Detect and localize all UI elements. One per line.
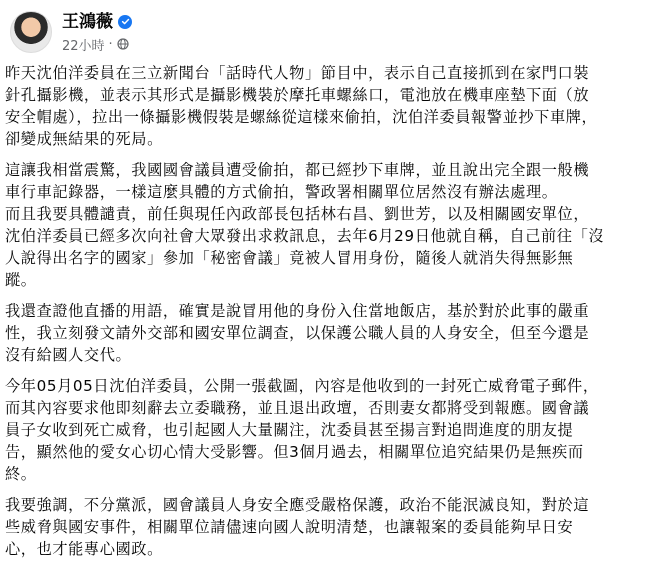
- author-row: [62, 11, 132, 33]
- post-body: [5, 62, 645, 569]
- post-header: [10, 8, 132, 56]
- post-meta: [62, 11, 132, 54]
- author-avatar[interactable]: [10, 11, 52, 53]
- post-subline: [62, 35, 132, 54]
- post-paragraph-2: 這讓我相當震驚，我國國會議員遭受偷拍，都已經抄下車牌，並且說出完全跟一般機 車行車記錄器，一樣這麼具體的方式偷拍，警政署相關單位居然沒有辦法處理。 而且我要具體譴責，前任與現任內政部長包括林右昌、劉世芳，以及相關國安單位， 沈伯洋委員已經多次向社會大眾發出求救訊息，去年6月29日他就自稱，自己前往「沒 人說得出名字的國家」參加「秘密會議」竟被人冒用身份，隨後人就消失得無影無 蹤。: [5, 161, 605, 289]
- post-paragraph-3: 我還查證他直播的用語，確實是說冒用他的身份入住當地飯店，基於對於此事的嚴重 性，我立刻發文請外交部和國安單位調查，以保護公職人員的人身安全，但至今還是 沒有給國人交代。: [5, 302, 590, 364]
- post-paragraph-4: 今年05月05日沈伯洋委員，公開一張截圖，內容是他收到的一封死亡威脅電子郵件， 而其內容要求他即刻辭去立委職務，並且退出政壇，否則妻女都將受到報應。國會議 員子女收到死亡威脅，也引起國人大量關注，沈委員甚至揚言對追問進度的朋友提 告，顯然他的愛女心切心情大受影響。但3個月過去，相關單位追究結果仍是無疾而 終。: [5, 377, 599, 483]
- globe-icon[interactable]: [117, 38, 129, 50]
- verified-badge-icon: [118, 15, 132, 29]
- post-paragraph-5: 我要強調，不分黨派，國會議員人身安全應受嚴格保護，政治不能泯滅良知，對於這 些威脅與國安事件，相關單位請儘速向國人說明清楚，也讓報案的委員能夠早日安 心，也才能專心國政。: [5, 496, 590, 558]
- post-paragraph-1: 昨天沈伯洋委員在三立新聞台「話時代人物」節目中，表示自己直接抓到在家門口裝 針孔攝影機，並表示其形式是攝影機裝於摩托車螺絲口，電池放在機車座墊下面（放 安全帽處），拉出一條攝影機假裝是螺絲從這樣來偷拍，沈伯洋委員報警並抄下車牌， 卻變成無結果的死局。: [5, 64, 598, 148]
- meta-separator: ·: [108, 36, 113, 52]
- post-timestamp[interactable]: 22小時: [62, 38, 105, 54]
- author-name[interactable]: 王鴻薇: [62, 11, 113, 32]
